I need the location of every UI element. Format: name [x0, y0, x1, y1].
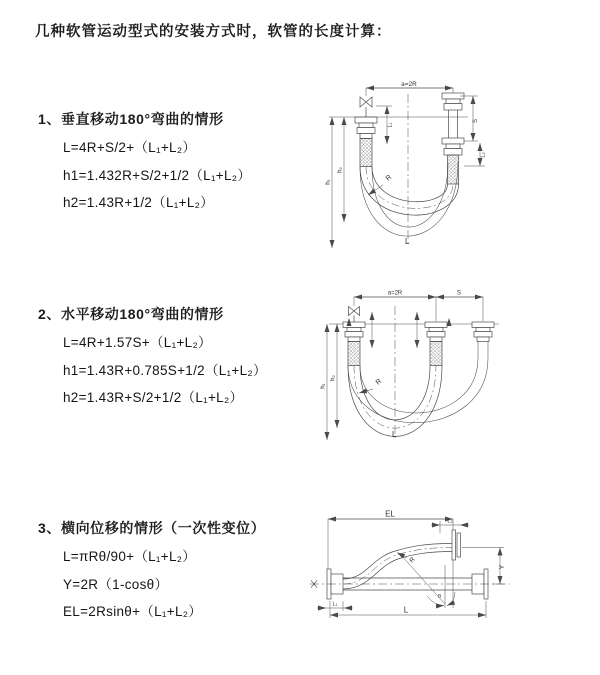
length-label: L	[403, 605, 409, 615]
dim-label-el: EL	[385, 509, 395, 519]
angle-label: θ	[438, 594, 442, 600]
diagram-horizontal-180-bend	[316, 288, 506, 448]
diagram-lateral-displacement	[305, 505, 520, 630]
radius-label: R	[384, 173, 394, 183]
dim-label-l1: L₁	[332, 601, 338, 608]
valve-icon	[349, 307, 360, 316]
dim-label-l2: L₂	[480, 152, 487, 158]
length-label: L	[405, 237, 410, 246]
dim-label-a2r: a=2R	[401, 81, 417, 88]
formula-Y: Y=2R（1-cosθ）	[63, 576, 169, 592]
middle-hose-braid	[430, 342, 442, 366]
section-lateral-displacement	[38, 518, 265, 626]
valve-icon	[360, 97, 372, 107]
left-hose-braid	[360, 139, 372, 167]
left-hose-braid	[348, 342, 360, 366]
dim-label-l2: L₂	[447, 518, 453, 525]
dim-label-s: S	[456, 290, 462, 297]
formula-L: L=4R+S/2+（L₁+L₂）	[63, 140, 197, 155]
upper-flange	[452, 530, 461, 560]
left-flange	[355, 117, 377, 139]
formula-h2: h2=1.43R+S/2+1/2（L₁+L₂）	[63, 390, 244, 405]
radius-label: R	[374, 377, 384, 387]
formula-L: L=πRθ/90+（L₁+L₂）	[63, 549, 197, 564]
right-flange	[472, 322, 494, 342]
dim-label-s: S	[473, 118, 479, 124]
section-3-heading: 3、横向位移的情形（一次性变位）	[38, 520, 266, 536]
length-label: L	[392, 430, 397, 439]
formula-h1: h1=1.43R+0.785S+1/2（L₁+L₂）	[63, 362, 267, 378]
dim-label-a2r: a=2R	[387, 290, 403, 297]
diagram-vertical-180-bend	[318, 78, 503, 250]
section-horizontal-movement	[38, 304, 267, 412]
dim-label-h1: h₁	[320, 383, 327, 389]
page-title: 几种软管运动型式的安装方式时，软管的长度计算：	[35, 24, 392, 40]
dim-label-h1: h₁	[325, 179, 332, 185]
dim-label-h2: h₂	[330, 375, 337, 381]
dim-label-h2: h₂	[337, 167, 344, 173]
formula-h1: h1=1.432R+S/2+1/2（L₁+L₂）	[63, 167, 252, 183]
formula-h2: h2=1.43R+1/2（L₁+L₂）	[63, 195, 214, 210]
radius-label: R	[408, 556, 417, 565]
right-flange-upper	[442, 93, 464, 110]
formula-EL: EL=2Rsinθ+（L₁+L₂）	[63, 604, 203, 619]
section-2-heading: 2、水平移动180°弯曲的情形	[38, 306, 224, 322]
section-vertical-movement	[38, 109, 251, 217]
dim-label-l1: L₁	[387, 122, 394, 128]
left-flange	[343, 322, 365, 342]
section-1-heading: 1、垂直移动180°弯曲的情形	[38, 111, 224, 127]
right-flange-lower	[442, 138, 464, 155]
formula-L: L=4R+1.57S+（L₁+L₂）	[63, 335, 212, 350]
dim-label-y: Y	[499, 564, 506, 570]
middle-flange	[425, 322, 447, 342]
